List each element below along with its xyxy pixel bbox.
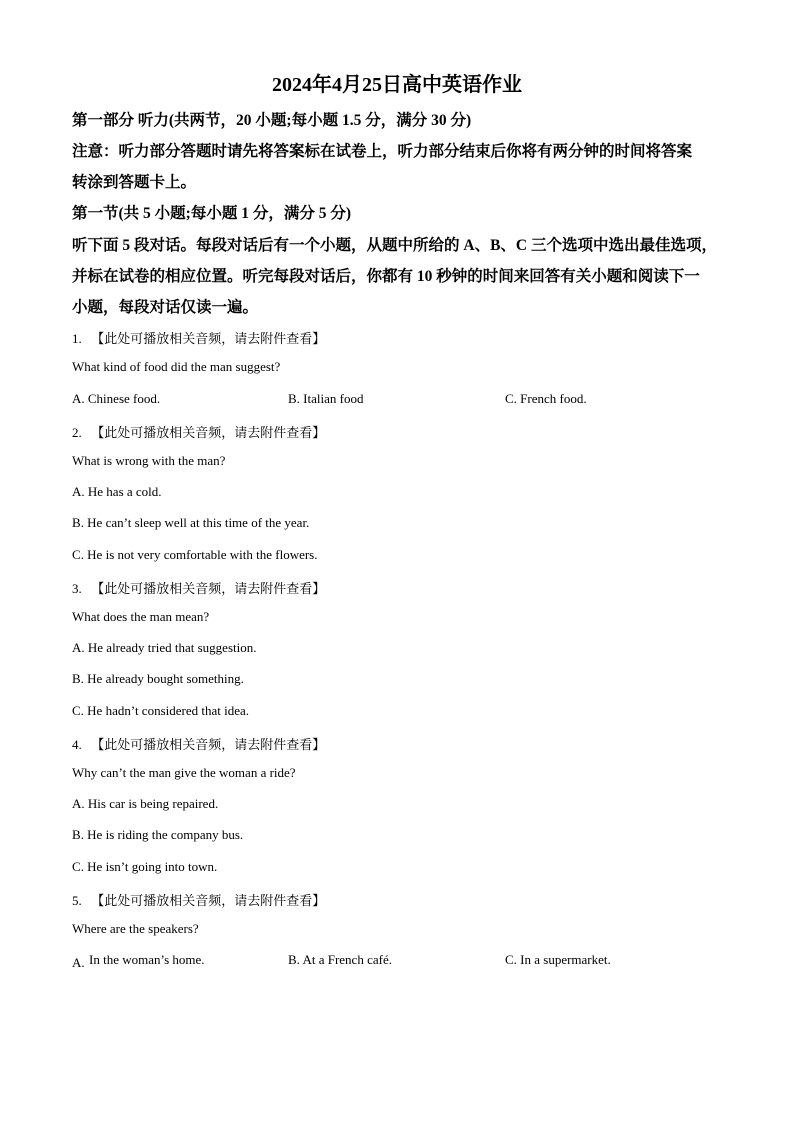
- question-number: 2.: [72, 425, 82, 440]
- audio-link[interactable]: 【此处可播放相关音频，请去附件查看】: [91, 893, 326, 908]
- audio-link[interactable]: 【此处可播放相关音频，请去附件查看】: [91, 737, 326, 752]
- instruction-line-1: 听下面 5 段对话。每段对话后有一个小题，从题中所给的 A、B、C 三个选项中选出最佳选项，: [72, 237, 717, 254]
- question-2-option-b: B. He can’t sleep well at this time of the year.: [72, 515, 310, 530]
- note-line-1: 注意：听力部分答题时请先将答案标在试卷上，听力部分结束后你将有两分钟的时间将答案: [72, 143, 693, 160]
- instruction-line-3: 小题，每段对话仅读一遍。: [72, 299, 259, 316]
- question-number: 1.: [72, 331, 82, 346]
- question-1-option-b: B. Italian food: [288, 391, 364, 406]
- question-4-audio[interactable]: [72, 734, 325, 753]
- question-3-option-c: C. He hadn’t considered that idea.: [72, 703, 250, 718]
- question-3-text: What does the man mean?: [72, 609, 210, 624]
- question-4-option-a: A. His car is being repaired.: [72, 796, 219, 811]
- question-1-text: What kind of food did the man suggest?: [72, 359, 281, 374]
- section1-heading: 第一节(共 5 小题;每小题 1 分，满分 5 分): [72, 205, 351, 222]
- question-5-option-b: B. At a French café.: [288, 952, 392, 967]
- question-3-option-a: A. He already tried that suggestion.: [72, 640, 257, 655]
- question-2-option-c: C. He is not very comfortable with the flowers.: [72, 547, 318, 562]
- question-number: 4.: [72, 737, 82, 752]
- question-5-option-a-letter: A.: [72, 955, 85, 970]
- question-4-text: Why can’t the man give the woman a ride?: [72, 765, 296, 780]
- question-5-option-a: In the woman’s home.: [89, 952, 205, 967]
- audio-link[interactable]: 【此处可播放相关音频，请去附件查看】: [91, 331, 326, 346]
- question-4-option-b: B. He is riding the company bus.: [72, 827, 244, 842]
- question-3-audio[interactable]: [72, 578, 325, 597]
- question-5-option-c: C. In a supermarket.: [505, 952, 611, 967]
- part1-heading: 第一部分 听力(共两节，20 小题;每小题 1.5 分，满分 30 分): [72, 112, 472, 129]
- question-2-text: What is wrong with the man?: [72, 453, 226, 468]
- question-3-option-b: B. He already bought something.: [72, 671, 244, 686]
- question-1-option-c: C. French food.: [505, 391, 587, 406]
- question-5-audio[interactable]: [72, 890, 325, 909]
- question-5-text: Where are the speakers?: [72, 921, 199, 936]
- instruction-line-2: 并标在试卷的相应位置。听完每段对话后，你都有 10 秒钟的时间来回答有关小题和阅读下一: [72, 268, 700, 285]
- audio-link[interactable]: 【此处可播放相关音频，请去附件查看】: [91, 581, 326, 596]
- question-number: 3.: [72, 581, 82, 596]
- question-number: 5.: [72, 893, 82, 908]
- question-1-audio[interactable]: [72, 328, 325, 347]
- question-4-option-c: C. He isn’t going into town.: [72, 859, 218, 874]
- question-1-option-a: A. Chinese food.: [72, 391, 161, 406]
- note-line-2: 转涂到答题卡上。: [72, 174, 197, 191]
- question-2-audio[interactable]: [72, 422, 325, 441]
- question-2-option-a: A. He has a cold.: [72, 484, 162, 499]
- audio-link[interactable]: 【此处可播放相关音频，请去附件查看】: [91, 425, 326, 440]
- page-title: 2024年4月25日高中英语作业: [272, 74, 522, 96]
